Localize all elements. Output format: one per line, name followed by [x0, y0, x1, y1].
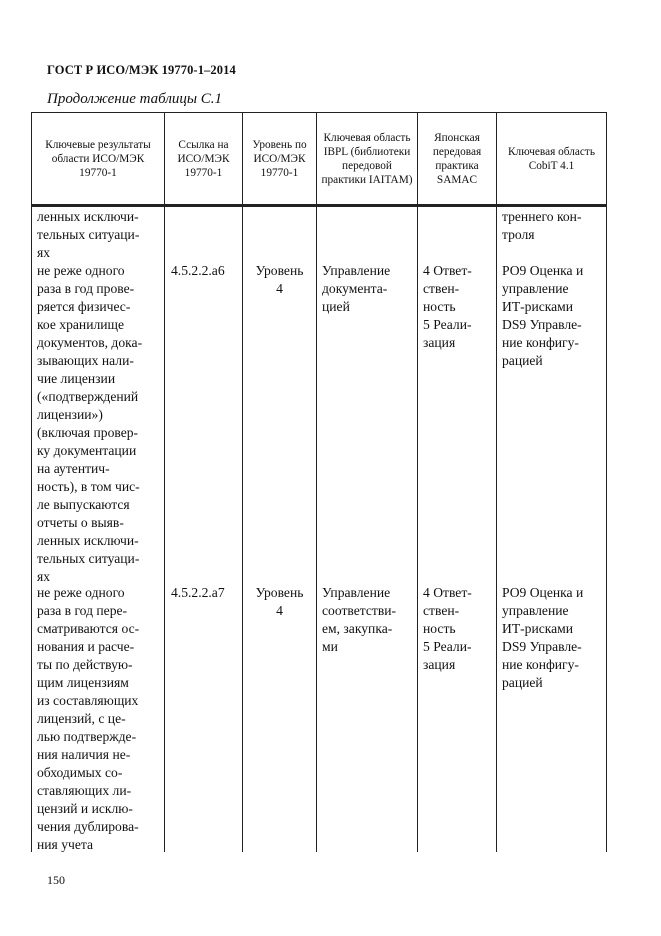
- table-row-2-ibpl: Управление соответстви- ем, закупка- ми: [322, 585, 397, 654]
- table-border-right: [606, 112, 607, 852]
- column-header-level: Уровень по ИСО/МЭК 19770-1: [252, 138, 307, 179]
- table-row-1-ibpl: Управление документа- цией: [322, 263, 391, 314]
- table-row-2-reference: 4.5.2.2.а7: [171, 585, 225, 600]
- column-divider-2: [242, 112, 243, 852]
- table-row-2-result: не реже одного раза в год пере- сматриваются ос- нования и расче- ты по действую- щим лицензиям из составляющих лицензий, с це- лью подтвержде- ния наличия не- обходимых со- ставляющих ли- цензий и исклю- чения дублирова- ния учета: [37, 585, 140, 852]
- table-row-2-cobit: РО9 Оценка и управление ИТ-рисками DS9 Управле- ние конфигу- рацией: [502, 585, 584, 690]
- table-row-1-result: не реже одного раза в год прове- ряется физичес- кое хранилище документов, дока- зывающих нали- чие лицензии («подтверждений лицензии») (включая провер- ку документации на аутентич- ность), в том чис- ле выпускаются отчеты о выяв- ленных исключи- тельных ситуаци- ях: [37, 263, 143, 584]
- table-border-left: [31, 112, 32, 852]
- continued-cobit-text: треннего кон- троля: [502, 209, 582, 242]
- table-header-separator: [31, 204, 607, 207]
- page-number: 150: [47, 873, 65, 887]
- table-row-1-samac: 4 Ответ- ствен- ность 5 Реали- зация: [423, 263, 472, 350]
- column-divider-5: [496, 112, 497, 852]
- column-divider-3: [316, 112, 317, 852]
- table-row-1-level: Уровень 4: [255, 263, 304, 296]
- column-divider-1: [164, 112, 165, 852]
- column-header-results: Ключевые результаты области ИСО/МЭК 19770-1: [45, 138, 151, 179]
- column-header-ibpl: Ключевая область IBPL (библиотеки передовой практики IAITAM): [321, 131, 413, 186]
- table-row-1-reference: 4.5.2.2.а6: [171, 263, 225, 278]
- table-row-1-cobit: РО9 Оценка и управление ИТ-рисками DS9 Управле- ние конфигу- рацией: [502, 263, 584, 368]
- table-row-2-level: Уровень 4: [255, 585, 304, 618]
- column-header-reference: Ссылка на ИСО/МЭК 19770-1: [177, 138, 230, 179]
- document-title: ГОСТ Р ИСО/МЭК 19770-1–2014: [47, 63, 236, 77]
- column-divider-4: [417, 112, 418, 852]
- continued-result-text: ленных исключи- тельных ситуаци- ях: [37, 209, 140, 260]
- column-header-cobit: Ключевая область CobiT 4.1: [508, 145, 595, 172]
- table-row-2-samac: 4 Ответ- ствен- ность 5 Реали- зация: [423, 585, 472, 672]
- table-caption: Продолжение таблицы С.1: [47, 91, 223, 107]
- comparison-table: [31, 112, 607, 852]
- column-header-samac: Японская передовая практика SAMAC: [432, 131, 482, 186]
